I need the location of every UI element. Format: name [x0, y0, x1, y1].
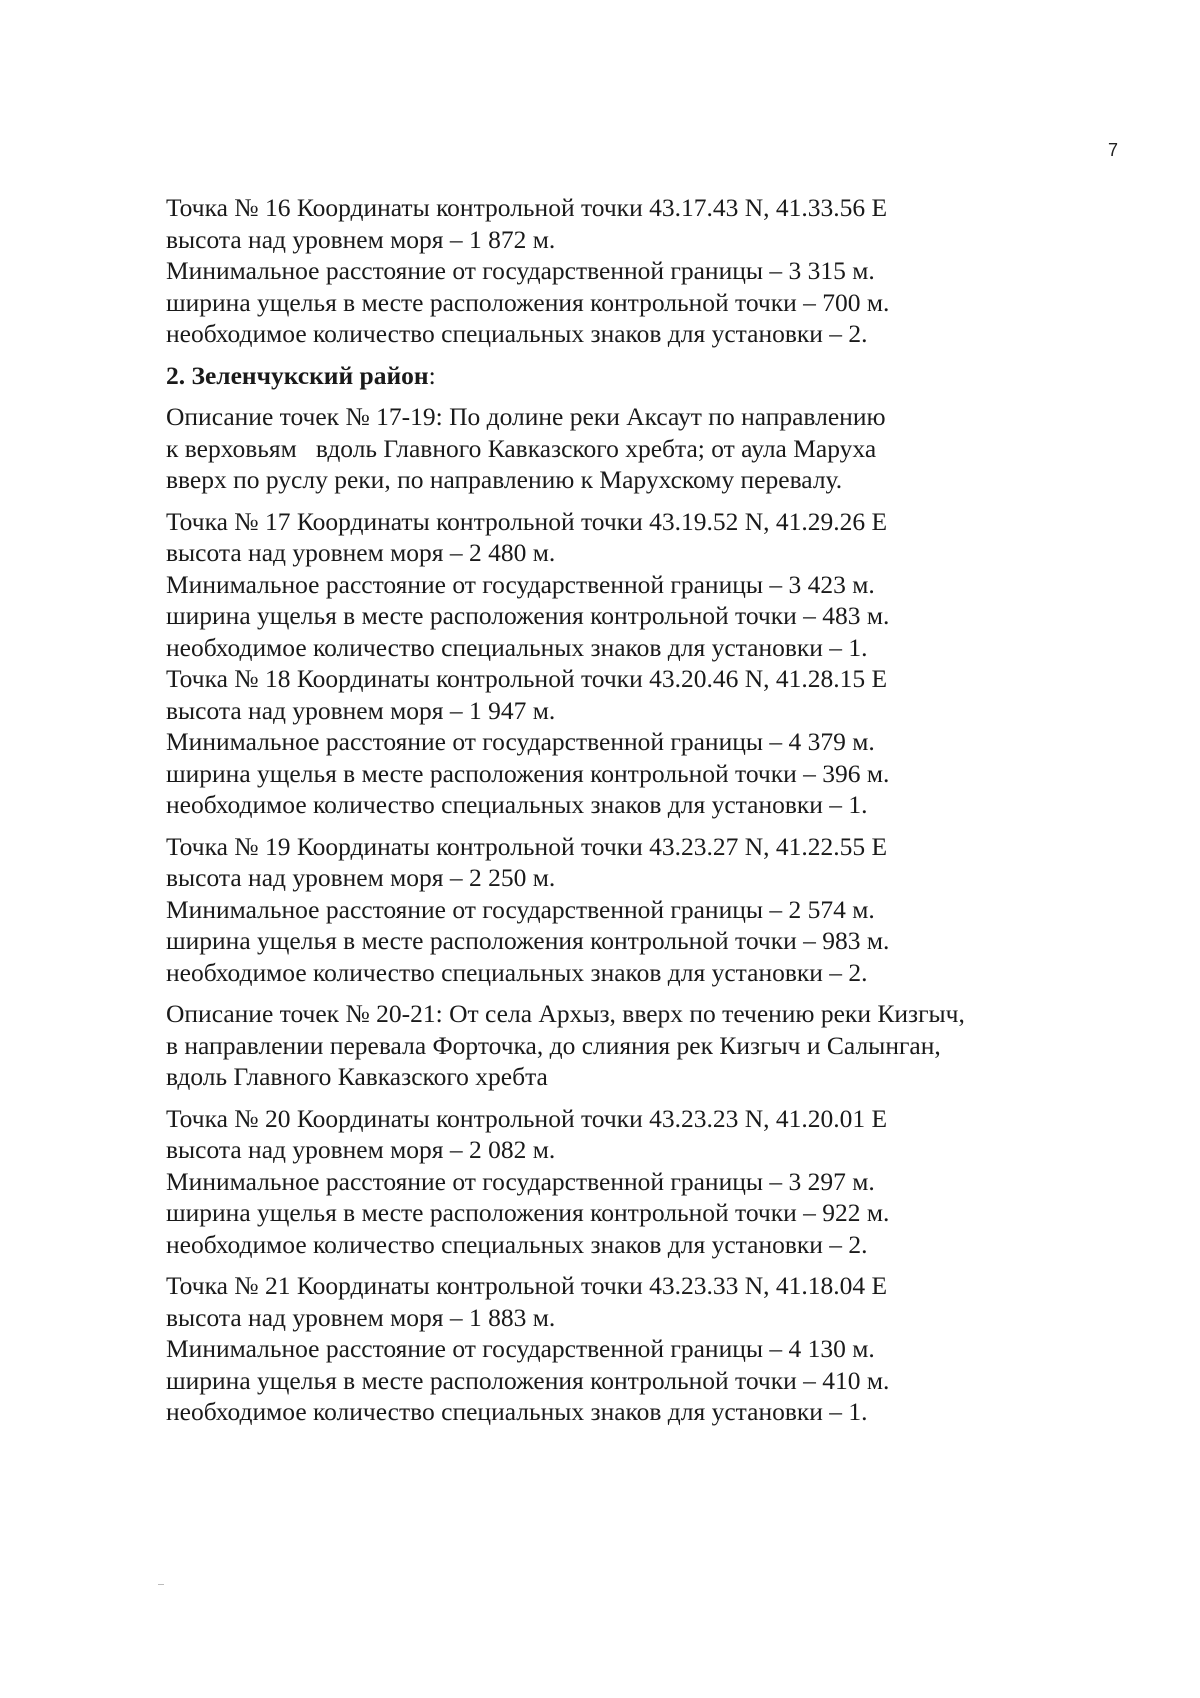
point-19-border-distance: Минимальное расстояние от государственной границы – 2 574 м. — [166, 894, 875, 924]
description-20-21 — [166, 998, 1126, 1093]
point-18-gorge-width: ширина ущелья в месте расположения контрольной точки – 396 м. — [166, 758, 890, 788]
point-17-gorge-width: ширина ущелья в месте расположения контрольной точки – 483 м. — [166, 601, 890, 630]
point-16-altitude: высота над уровнем моря – 1 872 м. — [166, 224, 556, 254]
description-line: Описание точек № 17-19: По долине реки Аксаут по направлению — [166, 402, 886, 431]
description-line: Описание точек № 20-21: От села Архыз, вверх по течению реки Кизгыч, — [166, 999, 965, 1028]
point-16-border-distance: Минимальное расстояние от государственной границы – 3 315 м. — [166, 256, 875, 285]
point-20-altitude: высота над уровнем моря – 2 082 м. — [166, 1135, 556, 1164]
description-line: вдоль Главного Кавказского хребта — [166, 1062, 548, 1091]
description-line: в направлении перевала Форточка, до слияния рек Кизгыч и Салынган, — [166, 1030, 941, 1060]
point-21-border-distance: Минимальное расстояние от государственной границы – 4 130 м. — [166, 1334, 875, 1363]
page-number: 7 — [1108, 140, 1119, 160]
point-19-gorge-width: ширина ущелья в месте расположения контрольной точки – 983 м. — [166, 926, 890, 955]
point-19-signs-count: необходимое количество специальных знаков для установки – 2. — [166, 957, 868, 987]
point-18-altitude: высота над уровнем моря – 1 947 м. — [166, 695, 556, 725]
point-20-block — [166, 1103, 1126, 1261]
point-17-signs-count: необходимое количество специальных знаков для установки – 1. — [166, 632, 868, 662]
section-heading — [166, 360, 1126, 392]
point-18-border-distance: Минимальное расстояние от государственной границы – 4 379 м. — [166, 727, 875, 756]
point-20-border-distance: Минимальное расстояние от государственной границы – 3 297 м. — [166, 1166, 875, 1196]
point-21-coordinates: Точка № 21 Координаты контрольной точки 43.23.33 N, 41.18.04 E — [166, 1271, 888, 1300]
document-body — [166, 192, 1126, 1438]
point-17-altitude: высота над уровнем моря – 2 480 м. — [166, 538, 556, 567]
point-18-block — [166, 663, 1126, 821]
point-21-altitude: высота над уровнем моря – 1 883 м. — [166, 1302, 556, 1332]
point-19-block — [166, 831, 1126, 989]
point-17-coordinates: Точка № 17 Координаты контрольной точки 43.19.52 N, 41.29.26 E — [166, 506, 888, 536]
point-18-signs-count: необходимое количество специальных знаков для установки – 1. — [166, 790, 868, 819]
description-17-19 — [166, 401, 1126, 496]
point-16-coordinates: Точка № 16 Координаты контрольной точки 43.17.43 N, 41.33.56 E — [166, 193, 888, 222]
description-line: к верховьям вдоль Главного Кавказского хребта; от аула Маруха — [166, 433, 877, 463]
point-21-block — [166, 1270, 1126, 1428]
scan-speck — [158, 1584, 164, 1585]
section-heading-text: 2. Зеленчукский район — [166, 360, 429, 390]
section-heading-colon: : — [428, 360, 436, 390]
point-16-gorge-width: ширина ущелья в месте расположения контрольной точки – 700 м. — [166, 287, 890, 317]
point-20-coordinates: Точка № 20 Координаты контрольной точки 43.23.23 N, 41.20.01 E — [166, 1103, 888, 1133]
point-18-coordinates: Точка № 18 Координаты контрольной точки 43.20.46 N, 41.28.15 E — [166, 664, 888, 693]
point-19-altitude: высота над уровнем моря – 2 250 м. — [166, 863, 556, 892]
point-16-block — [166, 192, 1126, 350]
point-20-gorge-width: ширина ущелья в месте расположения контрольной точки – 922 м. — [166, 1198, 890, 1227]
point-17-block — [166, 506, 1126, 664]
point-19-coordinates: Точка № 19 Координаты контрольной точки 43.23.27 N, 41.22.55 E — [166, 831, 888, 861]
point-17-border-distance: Минимальное расстояние от государственной границы – 3 423 м. — [166, 569, 875, 599]
point-16-signs-count: необходимое количество специальных знаков для установки – 2. — [166, 319, 868, 348]
point-21-gorge-width: ширина ущелья в месте расположения контрольной точки – 410 м. — [166, 1365, 890, 1395]
point-21-signs-count: необходимое количество специальных знаков для установки – 1. — [166, 1397, 868, 1426]
point-20-signs-count: необходимое количество специальных знаков для установки – 2. — [166, 1229, 868, 1259]
description-line: вверх по руслу реки, по направлению к Марухскому перевалу. — [166, 465, 843, 494]
